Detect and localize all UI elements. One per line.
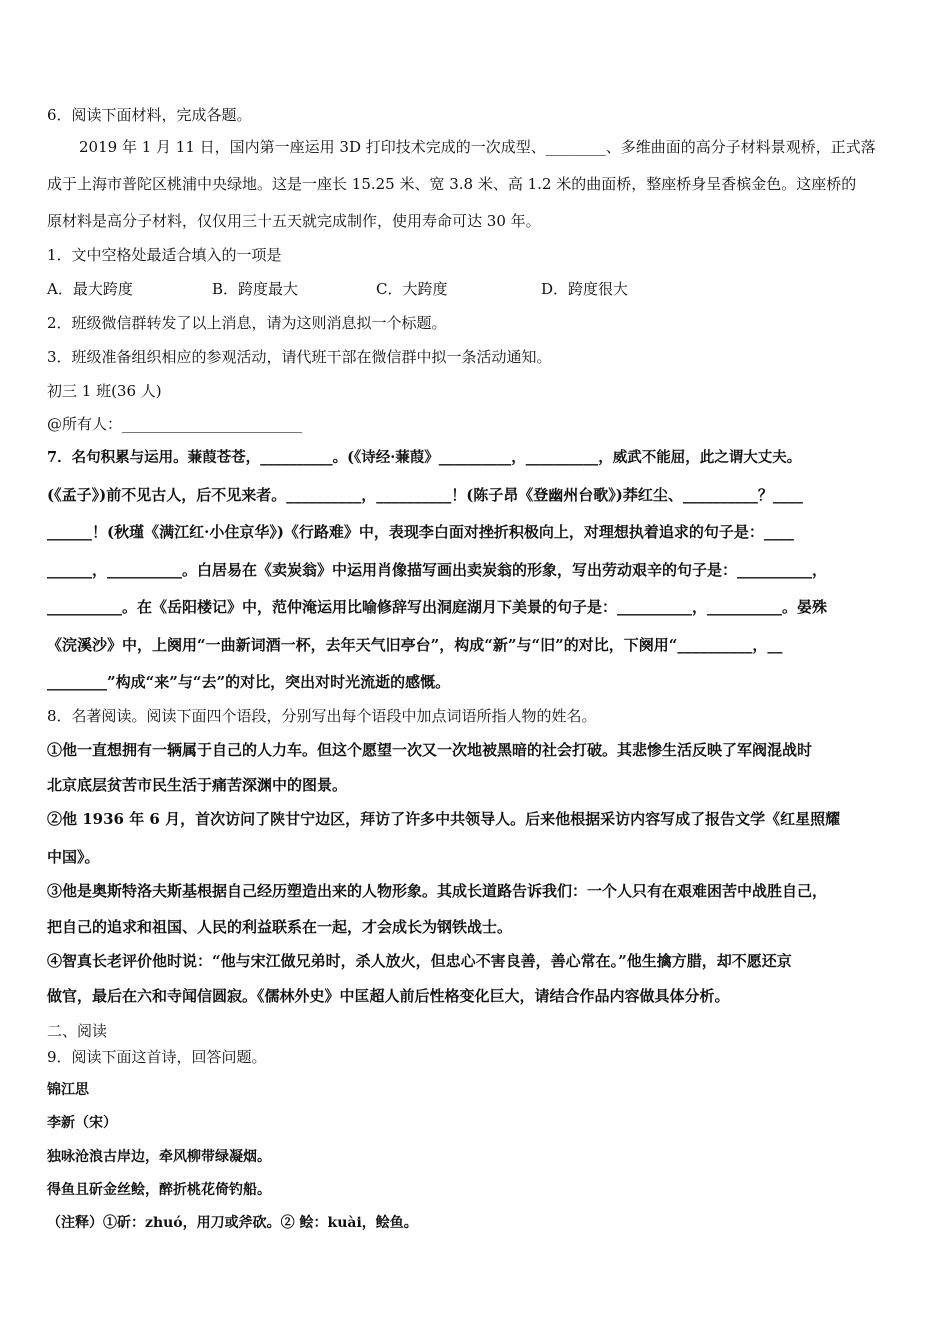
q7-line-7: ________”构成“来”与“去”的对比，突出对时光流逝的感慨。 — [47, 673, 451, 691]
q8-line-7: ④智真长老评价他时说：“他与宋江做兄弟时，杀人放火，但忠心不害良善，善心常在。”他生擒方腊，却不愿还京 — [47, 952, 792, 970]
q6-para-line-1: 2019 年 1 月 11 日，国内第一座运用 3D 打印技术完成的一次成型、________、多维曲面的高分子材料景观桥，正式落 — [79, 138, 876, 156]
poem-verse-1: 独咏沧浪古岸边，牵风柳带绿凝烟。 — [47, 1149, 271, 1165]
q6-sub1: 1．文中空格处最适合填入的一项是 — [47, 246, 282, 264]
q7-line-6: 《浣溪沙》中，上阕用“一曲新词酒一杯，去年天气旧亭台”，构成“新”与“旧”的对比，下阕用“__________，__ — [47, 636, 783, 654]
poem-verse-2: 得鱼且斫金丝鲙，醉折桃花倚钓船。 — [47, 1182, 271, 1198]
option-b: B．跨度最大 — [212, 280, 299, 298]
q8-line-5: ③他是奥斯特洛夫斯基根据自己经历塑造出来的人物形象。其成长道路告诉我们：一个人只有在艰难困苦中战胜自己， — [47, 882, 828, 900]
wechat-group-name: 初三 1 班(36 人) — [47, 382, 162, 400]
poem-note: （注释）①斫：zhuó，用刀或斧砍。② 鲙：kuài，鲙鱼。 — [47, 1215, 418, 1231]
section-heading: 二、阅读 — [47, 1022, 108, 1040]
q7-line-4: ______，__________。白居易在《卖炭翁》中运用肖像描写画出卖炭翁的形象，写出劳动艰辛的句子是：__________， — [47, 561, 828, 579]
option-c: C．大跨度 — [376, 280, 448, 298]
q8-line-8: 做官，最后在六和寺闻信圆寂。《儒林外史》中匡超人前后性格变化巨大，请结合作品内容做具体分析。 — [47, 987, 730, 1005]
q7-line-1: 7．名句积累与运用。蒹葭苍苍，__________。(《诗经·蒹葭》__________，__________，威武不能屈，此之谓大丈夫。 — [47, 449, 802, 466]
q8-line-2: 北京底层贫苦市民生活于痛苦深渊中的图景。 — [47, 776, 348, 794]
q6-sub3: 3．班级准备组织相应的参观活动，请代班干部在微信群中拟一条活动通知。 — [47, 348, 552, 366]
q6-sub2: 2．班级微信群转发了以上消息，请为这则消息拟一个标题。 — [47, 314, 447, 332]
q8-line-6: 把自己的追求和祖国、人民的利益联系在一起，才会成长为钢铁战士。 — [47, 918, 513, 936]
option-a: A．最大跨度 — [47, 280, 133, 298]
q8-line-4: 中国》。 — [47, 848, 100, 866]
q6-para-line-3: 原材料是高分子材料，仅仅用三十五天就完成制作，使用寿命可达 30 年。 — [47, 212, 541, 230]
q7-line-2: (《孟子》)前不见古人，后不见来者。__________，__________！(陈子昂《登幽州台歌》)莽红尘、__________？____ — [47, 486, 803, 504]
poem-author: 李新（宋） — [47, 1115, 117, 1131]
poem-title: 锦江思 — [47, 1082, 89, 1098]
q7-line-5: __________。在《岳阳楼记》中，范仲淹运用比喻修辞写出洞庭湖月下美景的句子是：__________，__________。晏殊 — [47, 598, 828, 616]
q8-header: 8．名著阅读。阅读下面四个语段，分别写出每个语段中加点词语所指人物的姓名。 — [47, 707, 597, 725]
wechat-mention: @所有人：________________________ — [47, 415, 303, 433]
q6-header: 6．阅读下面材料，完成各题。 — [47, 106, 252, 124]
q8-line-1: ①他一直想拥有一辆属于自己的人力车。但这个愿望一次又一次地被黑暗的社会打破。其悲惨生活反映了军阀混战时 — [47, 741, 813, 759]
q7-line-3: ______！(秋瑾《满江红·小住京华》)《行路难》中，表现李白面对挫折积极向上，对理想执着追求的句子是：____ — [47, 523, 794, 541]
option-d: D．跨度很大 — [541, 280, 629, 298]
q9-header: 9．阅读下面这首诗，回答问题。 — [47, 1048, 267, 1066]
q8-line-3: ②他 1936 年 6 月，首次访问了陕甘宁边区，拜访了许多中共领导人。后来他根据采访内容写成了报告文学《红星照耀 — [47, 810, 841, 828]
q6-para-line-2: 成于上海市普陀区桃浦中央绿地。这是一座长 15.25 米、宽 3.8 米、高 1.2 米的曲面桥，整座桥身呈香槟金色。这座桥的 — [47, 175, 857, 193]
